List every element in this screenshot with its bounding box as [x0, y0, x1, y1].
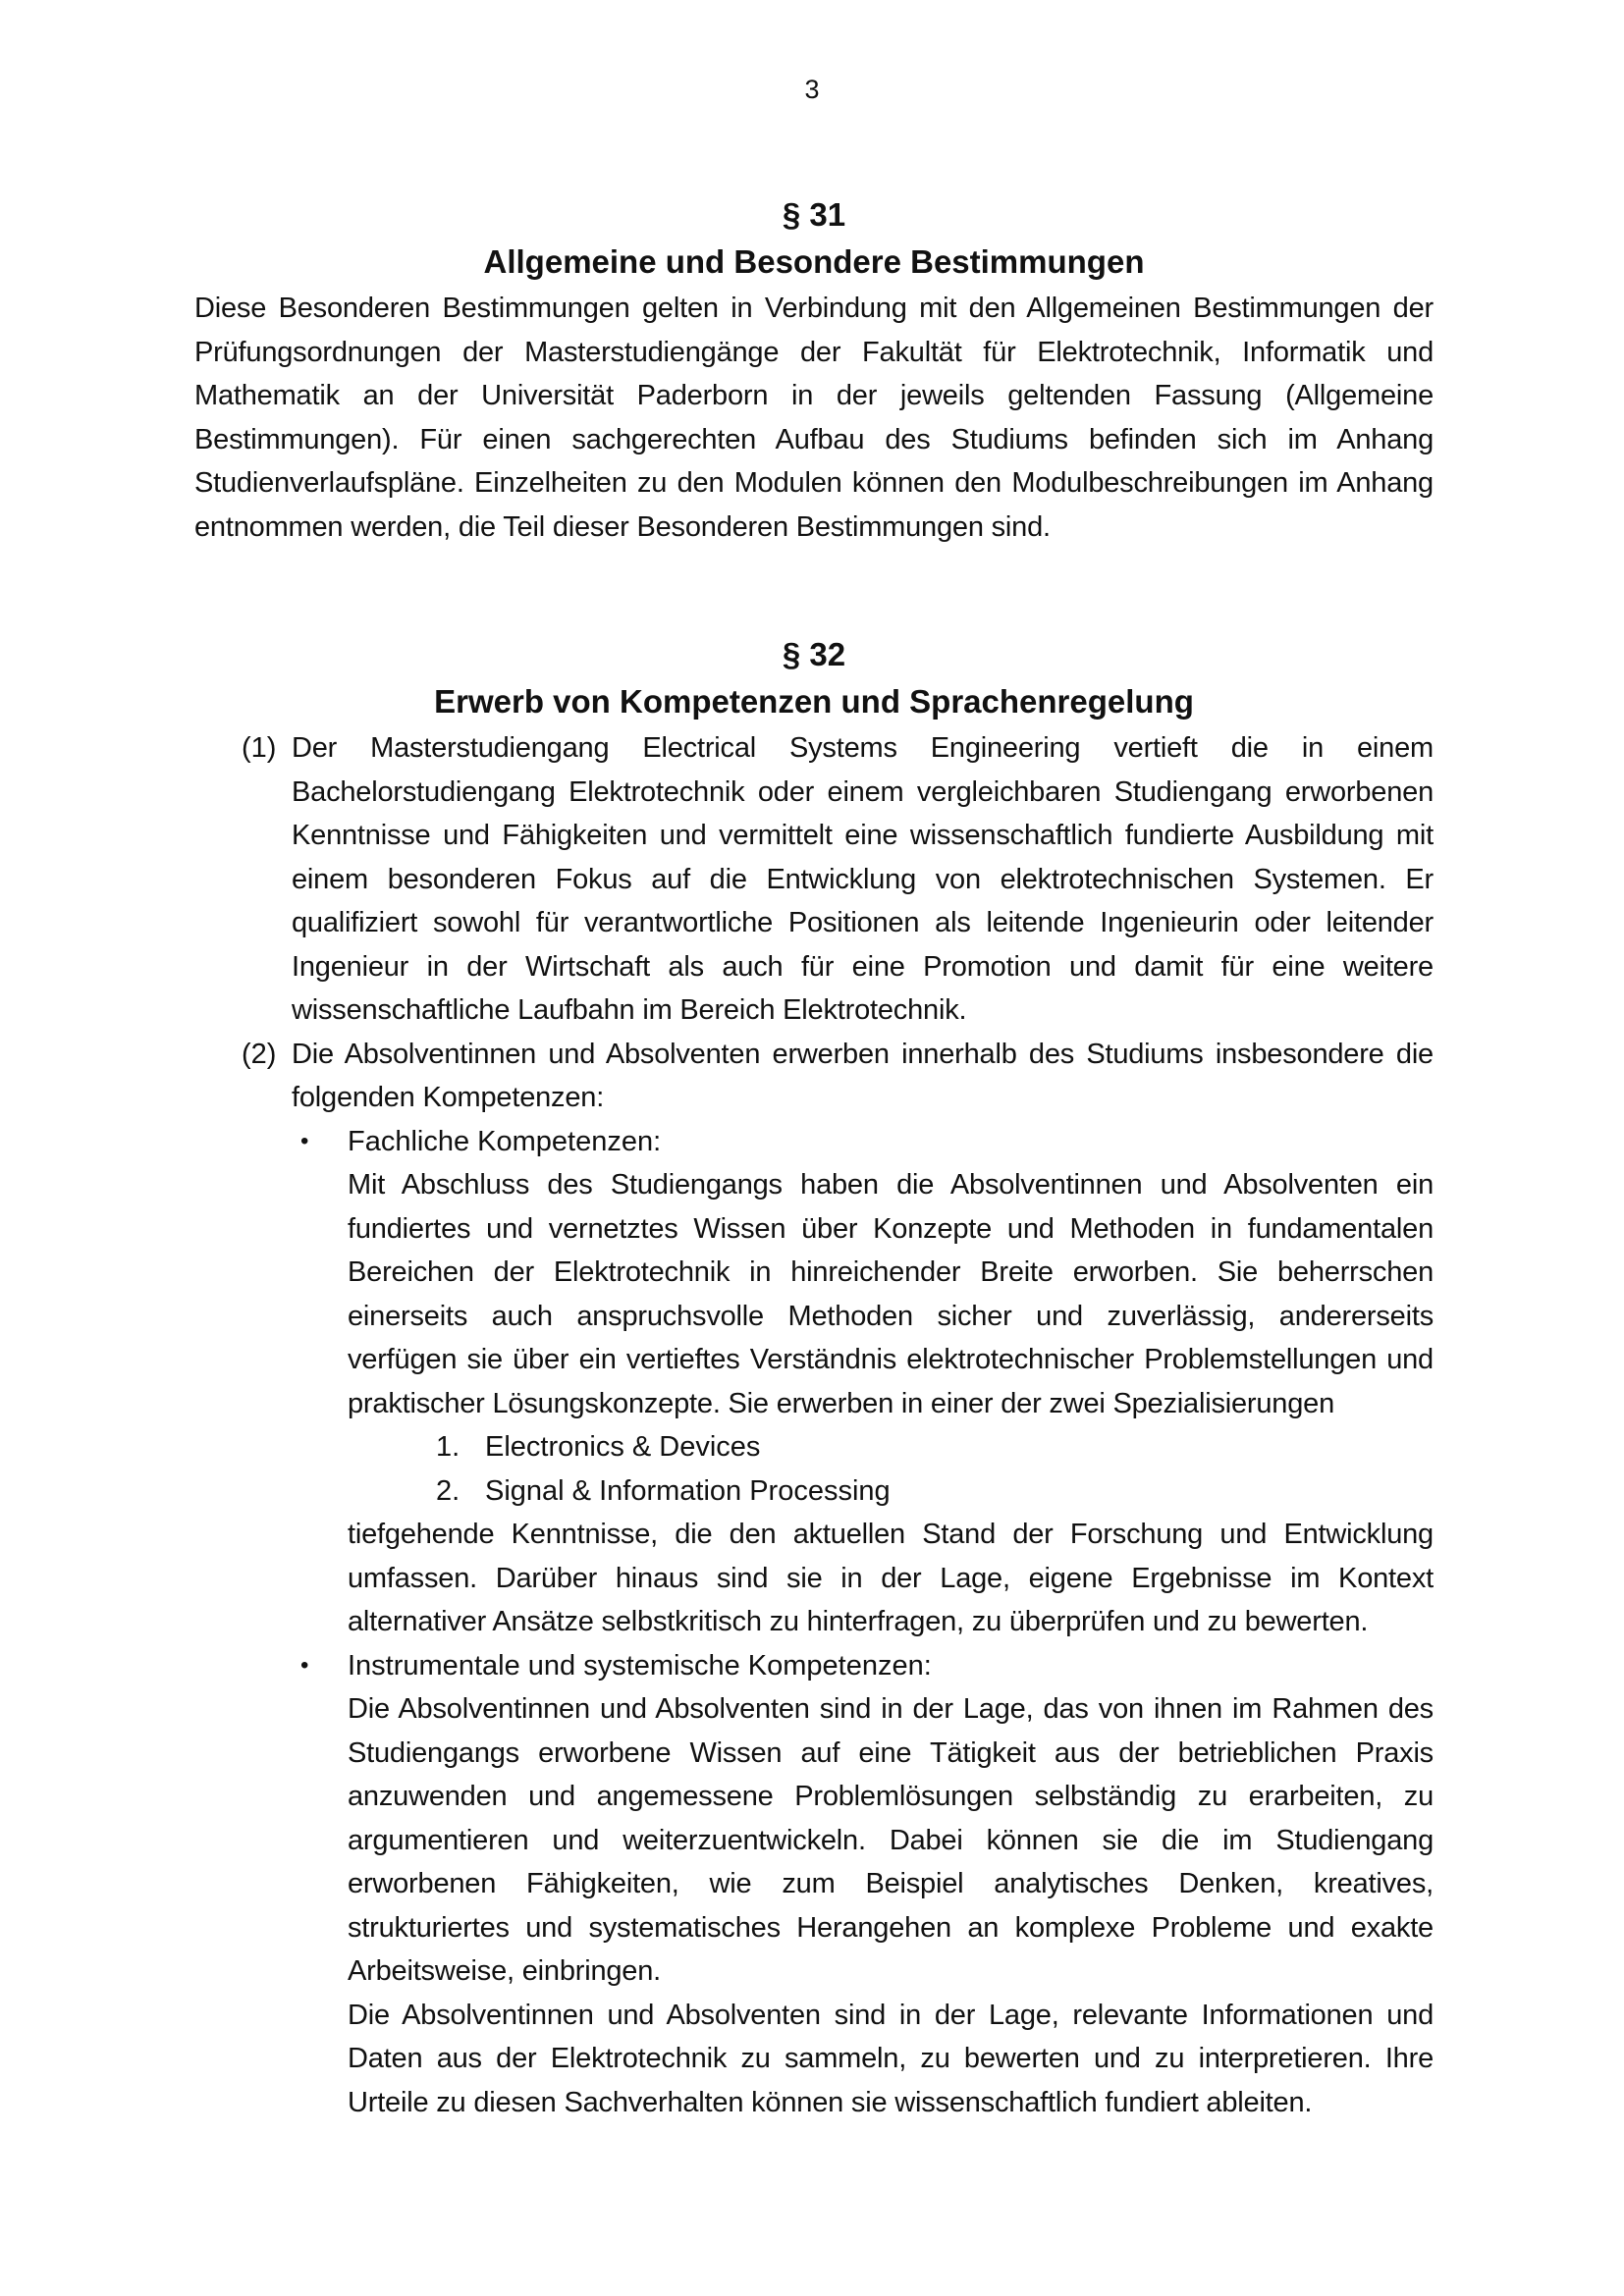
list-item	[348, 1425, 1434, 1469]
list-label: Signal & Information Processing	[485, 1474, 891, 1507]
section-31	[194, 192, 1434, 549]
section-31-paragraph: Diese Besonderen Bestimmungen gelten in Verbindung mit den Allgemeinen Bestimmungen der Prüfungsordnungen der Masterstudiengänge der Fakultät für Elektrotechnik, Informatik und Mathematik an der Universität Paderborn in der jeweils geltenden Fassung (Allgemeine Bestimmungen). Für einen sachgerechten Aufbau des Studiums befinden sich im Anhang Studienverlaufspläne. Einzelheiten zu den Modulen können den Modulbeschreibungen im Anhang entnommen werden, die Teil dieser Besonderen Bestimmungen sind.	[194, 293, 1434, 543]
specializations-list	[348, 1425, 1434, 1513]
bullet-text: Mit Abschluss des Studiengangs haben die Absolventinnen und Absolventen ein fundiertes und vernetztes Wissen über Konzepte und Methoden in fundamentalen Bereichen der Elektrotechnik in hinreichender Breite erworben. Sie beherrschen einerseits auch anspruchsvolle Methoden sicher und zuverlässig, andererseits verfügen sie über ein vertieftes Verständnis elektrotechnischer Problemstellungen und praktischer Lösungskonzepte. Sie erwerben in einer der zwei Spezialisierungen	[348, 1169, 1434, 1419]
bullet-icon: •	[300, 1127, 309, 1154]
bullet-text: Die Absolventinnen und Absolventen sind in der Lage, relevante Informationen und Daten aus der Elektrotechnik zu sammeln, zu bewerten und zu interpretieren. Ihre Urteile zu diesen Sachverhalten können sie wissenschaftlich fundiert ableiten.	[348, 1999, 1434, 2118]
numbered-item-1	[194, 726, 1434, 1033]
bullet-instrumentale-kompetenzen	[194, 1644, 1434, 2125]
numbered-item-2	[194, 1033, 1434, 1120]
section-31-number: § 31	[782, 196, 846, 233]
list-marker: 1.	[436, 1431, 460, 1463]
page-number: 3	[804, 75, 820, 104]
item-text: Die Absolventinnen und Absolventen erwerben innerhalb des Studiums insbesondere die folgenden Kompetenzen:	[292, 1038, 1434, 1113]
item-marker: (1)	[242, 732, 277, 764]
section-32-number: § 32	[782, 636, 846, 672]
bullet-fachliche-kompetenzen	[194, 1120, 1434, 1644]
section-31-title: Allgemeine und Besondere Bestimmungen	[483, 243, 1145, 280]
bullet-heading: Fachliche Kompetenzen:	[348, 1125, 662, 1157]
item-text: Der Masterstudiengang Electrical Systems Engineering vertieft die in einem Bachelorstudiengang Elektrotechnik oder einem vergleichbaren Studiengang erworbenen Kenntnisse und Fähigkeiten und vermittelt eine wissenschaftlich fundierte Ausbildung mit einem besonderen Fokus auf die Entwicklung von elektrotechnischen Systemen. Er qualifiziert sowohl für verantwortliche Positionen als leitende Ingenieurin oder leitender Ingenieur in der Wirtschaft als auch für eine Promotion und damit für eine weitere wissenschaftliche Laufbahn im Bereich Elektrotechnik.	[292, 732, 1434, 1026]
list-item	[348, 1469, 1434, 1514]
list-marker: 2.	[436, 1474, 460, 1507]
bullet-text: Die Absolventinnen und Absolventen sind in der Lage, das von ihnen im Rahmen des Studiengangs erworbene Wissen auf eine Tätigkeit aus der betrieblichen Praxis anzuwenden und angemessene Problemlösungen selbständig zu erarbeiten, zu argumentieren und weiterzuentwickeln. Dabei können sie die im Studiengang erworbenen Fähigkeiten, wie zum Beispiel analytisches Denken, kreatives, strukturiertes und systematisches Herangehen an komplexe Probleme und exakte Arbeitsweise, einbringen.	[348, 1693, 1434, 1987]
section-32	[194, 632, 1434, 2124]
item-marker: (2)	[242, 1038, 277, 1070]
list-label: Electronics & Devices	[485, 1431, 761, 1463]
bullet-heading: Instrumentale und systemische Kompetenzen:	[348, 1649, 932, 1682]
bullet-text: tiefgehende Kenntnisse, die den aktuellen Stand der Forschung und Entwicklung umfassen. Darüber hinaus sind sie in der Lage, eigene Ergebnisse im Kontext alternativer Ansätze selbstkritisch zu hinterfragen, zu überprüfen und zu bewerten.	[348, 1519, 1434, 1637]
section-32-title: Erwerb von Kompetenzen und Sprachenregelung	[434, 683, 1194, 720]
bullet-icon: •	[300, 1651, 309, 1679]
